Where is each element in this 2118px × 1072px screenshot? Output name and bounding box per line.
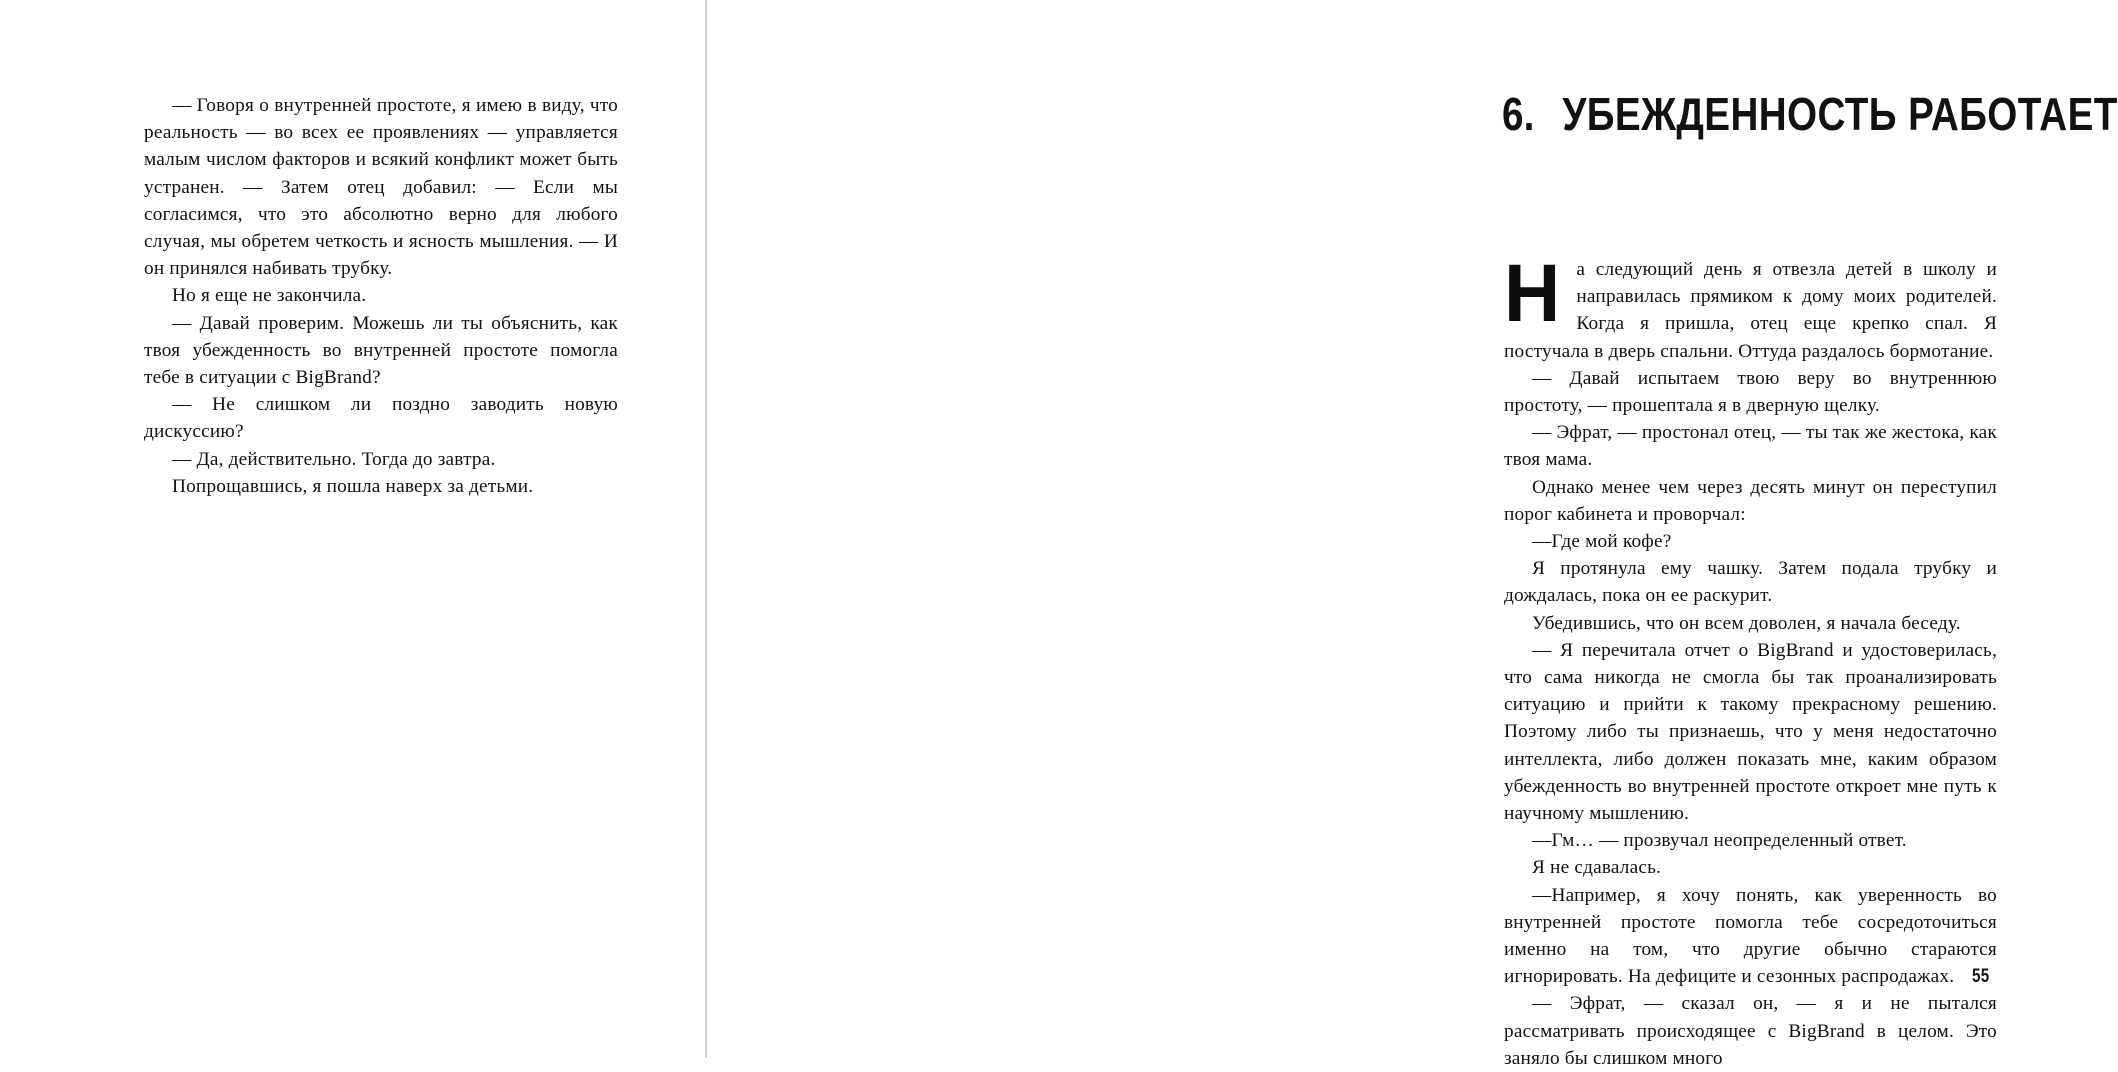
- chapter-heading: [1502, 88, 2118, 140]
- left-page-text-column: [144, 92, 618, 500]
- paragraph: — Давай испытаем твою веру во внутреннюю простоту, — прошептала я в дверную щелку.: [1504, 367, 1997, 417]
- drop-cap: Н: [1504, 248, 1561, 339]
- paragraph: — Эфрат, — сказал он, — я и не пытался рассматривать происходящее с BigBrand в целом. Это заняло бы слишком много: [1504, 993, 1997, 1069]
- page-number: 55: [1972, 966, 1990, 987]
- paragraph: —Гм… — прозвучал неопределенный ответ.: [1531, 830, 1907, 852]
- chapter-number: 6.: [1502, 88, 1535, 140]
- opening-paragraph-text: а следующий день я отвезла детей в школу и направилась прямиком к дому моих родителей. Когда я пришла, отец еще крепко спал. Я постучала в дверь спальни. Оттуда раздалось бормотание.: [1504, 259, 1997, 362]
- paragraph: Я протянула ему чашку. Затем подала трубку и дождалась, пока он ее раскурит.: [1504, 558, 1997, 607]
- paragraph: Я не сдавалась.: [1531, 857, 1662, 879]
- paragraph: Однако менее чем через десять минут он переступил порог кабинета и проворчал:: [1504, 476, 1997, 525]
- paragraph: —Например, я хочу понять, как уверенность во внутренней простоте помогла тебе сосредоточиться именно на том, что другие обычно стараются игнорировать. На дефиците и сезонных распродажах.: [1504, 884, 1997, 988]
- paragraph: — Не слишком ли поздно заводить новую дискуссию?: [144, 394, 618, 443]
- chapter-title: УБЕЖДЕННОСТЬ РАБОТАЕТ: [1562, 88, 2118, 140]
- right-page-text-column: [1504, 248, 1997, 1072]
- paragraph: — Эфрат, — простонал отец, — ты так же жестока, как твоя мама.: [1504, 422, 1997, 471]
- paragraph: — Я перечитала отчет о BigBrand и удостоверилась, что сама никогда не смогла бы так проанализировать ситуацию и прийти к такому прекрасному решению. Поэтому либо ты признаешь, что у меня недостаточно интеллекта, либо должен показать мне, каким образом убежденность во внутренней простоте откроет мне путь к научному мышлению.: [1504, 639, 1997, 825]
- right-page: [707, 0, 2118, 1069]
- paragraph: Но я еще не закончила.: [171, 285, 367, 307]
- left-page: [0, 0, 705, 1058]
- paragraph: — Давай проверим. Можешь ли ты объяснить, как твоя убежденность во внутренней простоте помогла тебе в ситуации с BigBrand?: [144, 312, 618, 389]
- paragraph: — Говоря о внутренней простоте, я имею в виду, что реальность — во всех ее проявлениях — управляется малым числом факторов и всякий конфликт может быть устранен. — Затем отец добавил: — Если мы согласимся, что это абсолютно верно для любого случая, мы обретем четкость и ясность мышления. — И он принялся набивать трубку.: [144, 95, 618, 280]
- paragraph: — Да, действительно. Тогда до завтра.: [171, 448, 496, 470]
- paragraph: Попрощавшись, я пошла наверх за детьми.: [171, 475, 534, 497]
- paragraph: Убедившись, что он всем доволен, я начала беседу.: [1531, 612, 1961, 634]
- paragraph: —Где мой кофе?: [1531, 531, 1672, 553]
- opening-paragraph: [1504, 248, 1997, 365]
